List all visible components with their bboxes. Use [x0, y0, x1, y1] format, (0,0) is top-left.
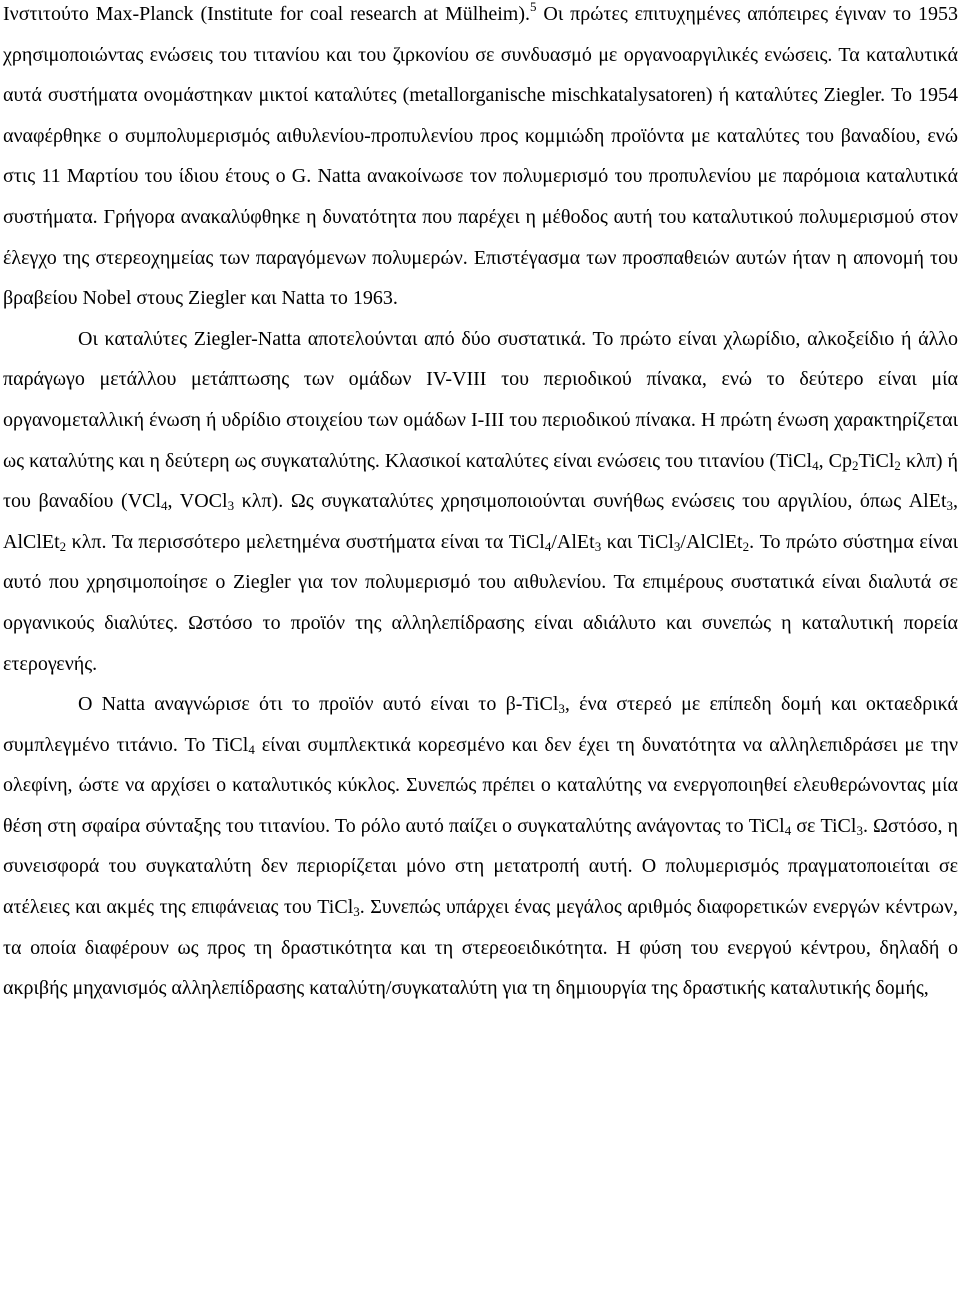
text-run: /AlEt — [551, 530, 595, 553]
subscript: 3 — [558, 701, 565, 717]
text-run: σε TiCl — [791, 814, 857, 837]
text-run: . Συνεπώς υπάρχει ένας μεγάλος αριθμός διαφορετικών ενεργών κέντρων, τα οποία διαφέρουν ως προς τη δραστικότητα και τη στερεοειδικότητα. Η φύση του ενεργού κέντρου, δηλαδή ο ακριβής μηχανισμός αλληλεπίδρασης καταλύτη/συγκαταλύτη για τη δημιουργία της δραστικής καταλυτικής δομής, — [3, 896, 958, 1000]
text-run: κλπ) ή του βαναδίου (VCl — [3, 449, 958, 513]
text-run: , AlClEt — [3, 490, 958, 553]
text-run: . Ωστόσο, η συνεισφορά του συγκαταλύτη δεν περιορίζεται μόνο στη μετατροπή αυτή. Ο πολυμερισμός πραγματοποιείται σε ατέλειες και ακμές της επιφάνειας του TiCl — [3, 814, 958, 919]
text-run: , VOCl — [167, 490, 228, 513]
subscript: 4 — [161, 498, 168, 514]
text-run: Οι πρώτες επιτυχημένες απόπειρες έγιναν το 1953 χρησιμοποιώντας ενώσεις του τιτανίου και του ζιρκονίου σε συνδυασμό με οργανοαργιλικές ενώσεις. Τα καταλυτικά αυτά συστήματα ονομάστηκαν μικτοί καταλύτες (metallorganische mischkatalysatoren) ή καταλύτες Ziegler. Το 1954 αναφέρθηκε ο συμπολυμερισμός αιθυλενίου-προπυλενίου προς κομμιώδη προϊόντα με καταλύτες του βαναδίου, ενώ στις 11 Μαρτίου του ίδιου έτους ο G. Natta ανακοίνωσε τον πολυμερισμό του προπυλενίου με παρόμοια καταλυτικά συστήματα. Γρήγορα ανακαλύφθηκε η δυνατότητα που παρέχει η μέθοδος αυτή του καταλυτικού πολυμερισμού στον έλεγχο της στερεοχημείας των παραγόμενων πολυμερών. Επιστέγασμα των προσπαθειών αυτών ήταν η απονομή του βραβείου Nobel στους Ziegler και Natta το 1963. — [3, 3, 958, 310]
paragraph-history — [3, 0, 958, 319]
subscript: 3 — [673, 538, 681, 554]
subscript: 3 — [594, 538, 602, 554]
subscript: 4 — [812, 457, 819, 473]
subscript: 3 — [856, 822, 863, 838]
subscript: 2 — [59, 538, 67, 554]
subscript: 4 — [784, 822, 792, 838]
subscript: 3 — [946, 498, 953, 514]
paragraph-catalyst-components — [3, 319, 958, 684]
subscript: 4 — [248, 741, 255, 757]
text-run: κλπ. Τα περισσότερο μελετημένα συστήματα είναι τα TiCl — [66, 530, 545, 553]
text-run: TiCl — [858, 449, 895, 472]
subscript: 2 — [851, 457, 859, 473]
text-run: Ινστιτούτο Max-Planck (Institute for coal research at Mülheim). — [3, 3, 530, 25]
footnote-marker: 5 — [529, 0, 537, 14]
text-run: Οι καταλύτες Ziegler-Natta αποτελούνται από δύο συστατικά. Το πρώτο είναι χλωρίδιο, αλκοξείδιο ή άλλο παράγωγο μετάλλου μετάπτωσης των ομάδων IV-VIII του περιοδικού πίνακα, ενώ το δεύτερο είναι μία οργανομεταλλική ένωση ή υδρίδιο στοιχείου των ομάδων I-III του περιοδικού πίνακα. Η πρώτη ένωση χαρακτηρίζεται ως καταλύτης και η δεύτερη ως συγκαταλύτης. Κλασικοί καταλύτες είναι ενώσεις του τιτανίου (TiCl — [3, 327, 958, 472]
text-run: , Cp — [818, 449, 852, 472]
subscript: 2 — [894, 457, 901, 473]
text-run: , ένα στερεό με επίπεδη δομή και οκταεδρικά συμπλεγμένο τιτάνιο. Το TiCl — [3, 693, 958, 756]
subscript: 3 — [353, 904, 360, 920]
text-run: Ο Natta αναγνώρισε ότι το προϊόν αυτό είναι το β-TiCl — [78, 693, 559, 716]
text-run: είναι συμπλεκτικά κορεσμένο και δεν έχει τη δυνατότητα να αλληλεπιδράσει με την ολεφίνη, ώστε να αρχίσει ο καταλυτικός κύκλος. Συνεπώς πρέπει ο καταλύτης να ενεργοποιηθεί ελευθερώνοντας μία θέση στη σφαίρα σύνταξης του τιτανίου. Το ρόλο αυτό παίζει ο συγκαταλύτης ανάγοντας το TiCl — [3, 733, 958, 837]
paragraph-natta-mechanism — [3, 684, 958, 1009]
text-run: /AlClEt — [680, 530, 743, 553]
text-run: κλπ). Ως συγκαταλύτες χρησιμοποιούνται συνήθως ενώσεις του αργιλίου, όπως AlEt — [234, 490, 947, 513]
text-run: και TiCl — [601, 530, 674, 553]
text-run: . Το πρώτο σύστημα είναι αυτό που χρησιμοποίησε ο Ziegler για τον πολυμερισμό του αιθυλενίου. Τα επιμέρους συστατικά είναι διαλυτά σε οργανικούς διαλύτες. Ωστόσο το προϊόν της αλληλεπίδρασης είναι αδιάλυτο και συνεπώς η καταλυτική πορεία ετερογενής. — [3, 530, 958, 675]
subscript: 4 — [544, 538, 552, 554]
subscript: 2 — [742, 538, 750, 554]
subscript: 3 — [227, 498, 235, 514]
